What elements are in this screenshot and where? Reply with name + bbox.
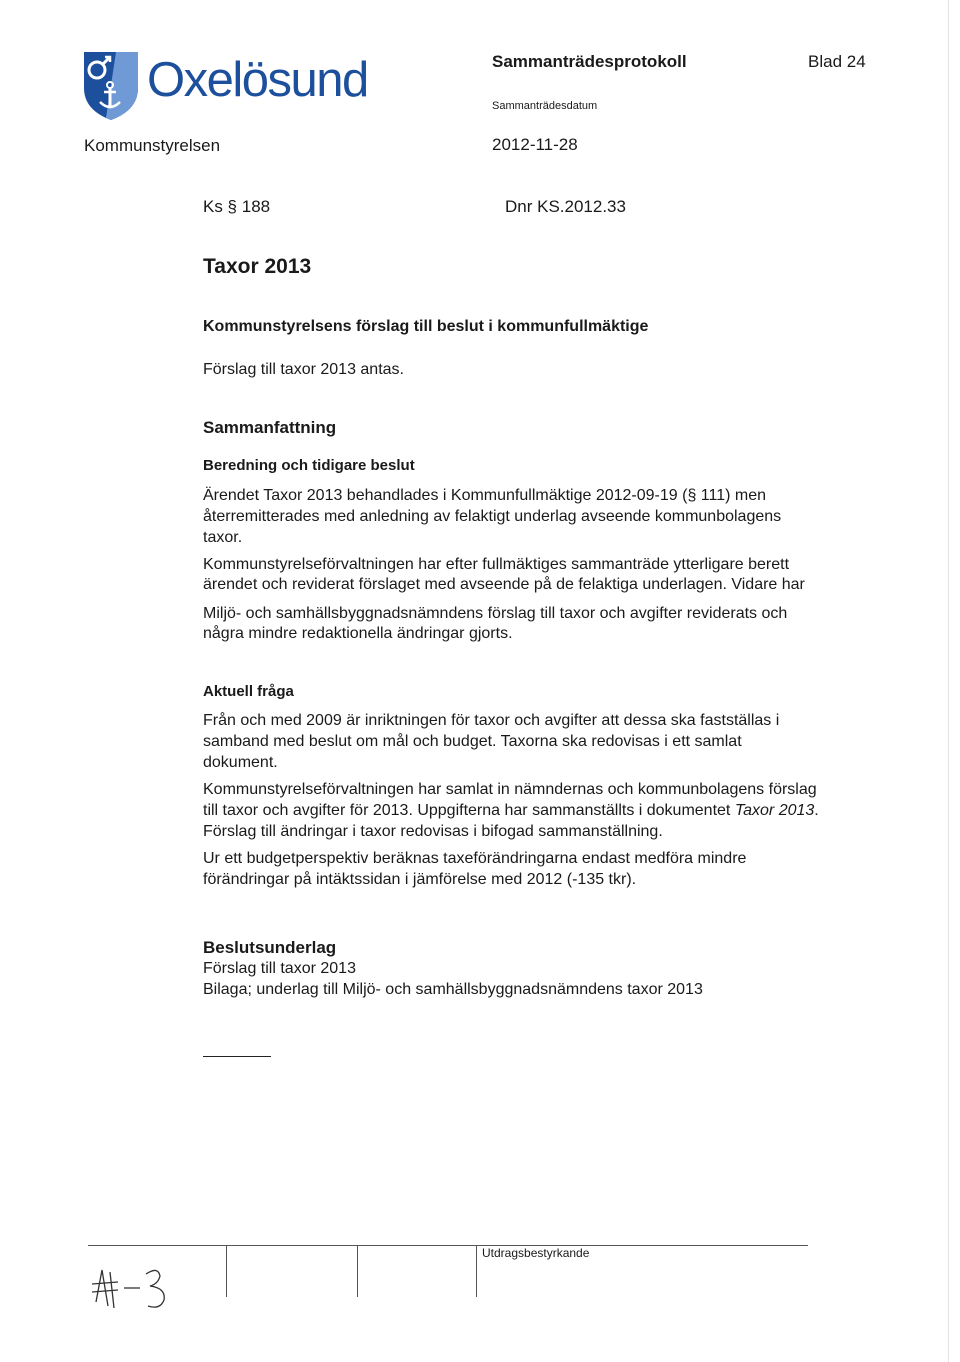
text-segment: till taxor och avgifter för 2013. Uppgifterna har sammanställts i dokumentet (203, 802, 735, 819)
text-line: Kommunstyrelseförvaltningen har efter fullmäktiges sammanträde ytterligare berett (203, 556, 790, 573)
page-number: Blad 24 (808, 52, 866, 71)
proposal-text: Förslag till taxor 2013 antas. (203, 361, 404, 378)
document-type: Sammanträdesprotokoll (492, 52, 687, 71)
text-line: Miljö- och samhällsbyggnadsnämndens förslag till taxor och avgifter reviderats och (203, 605, 788, 622)
text-line: Från och med 2009 är inriktningen för taxor och avgifter att dessa ska fastställas i (203, 712, 780, 729)
end-rule (203, 1056, 271, 1057)
text-line: Ärendet Taxor 2013 behandlades i Kommunfullmäktige 2012-09-19 (§ 111) men (203, 487, 767, 504)
meeting-date: 2012-11-28 (492, 135, 578, 154)
oxelosund-coat-of-arms-icon (80, 48, 142, 122)
extract-certification-label: Utdragsbestyrkande (482, 1246, 590, 1260)
proposal-heading: Kommunstyrelsens förslag till beslut i kommunfullmäktige (203, 318, 649, 335)
case-title: Taxor 2013 (203, 255, 312, 278)
summary-subheading: Beredning och tidigare beslut (203, 457, 415, 474)
text-line: taxor. (203, 529, 243, 546)
current-paragraph-2 (203, 779, 819, 842)
footer-divider (476, 1245, 477, 1297)
document-reference: Taxor 2013 (734, 802, 815, 819)
text-line: samband med beslut om mål och budget. Taxorna ska redovisas i ett samlat (203, 733, 742, 750)
summary-heading: Sammanfattning (203, 418, 337, 437)
text-line: Ur ett budgetperspektiv beräknas taxeförändringarna endast medföra mindre (203, 850, 747, 867)
text-line: några mindre redaktionella ändringar gjorts. (203, 625, 513, 642)
list-item: Förslag till taxor 2013 (203, 960, 356, 977)
text-line: återremitterades med anledning av felaktigt underlag avseende kommunbolagens (203, 508, 782, 525)
basis-heading: Beslutsunderlag (203, 938, 337, 957)
text-line: ärendet och reviderat förslaget med avseende på de felaktiga underlagen. Vidare har (203, 576, 805, 593)
footer-line (88, 1245, 808, 1246)
organization-name: Kommunstyrelsen (84, 136, 221, 155)
date-label: Sammanträdesdatum (492, 100, 598, 112)
current-paragraph-1 (203, 710, 779, 773)
current-paragraph-3 (203, 848, 746, 890)
paragraph-number: Ks § 188 (203, 197, 271, 216)
basis-list (203, 958, 703, 1000)
text-line: Förslag till ändringar i taxor redovisas i bifogad sammanställning. (203, 823, 663, 840)
list-item: Bilaga; underlag till Miljö- och samhällsbyggnadsnämndens taxor 2013 (203, 981, 703, 998)
diary-number: Dnr KS.2012.33 (505, 197, 626, 216)
text-line: förändringar på intäktssidan i jämförelse med 2012 (-135 tkr). (203, 871, 637, 888)
text-line (203, 800, 819, 821)
text-line: Kommunstyrelseförvaltningen har samlat in nämndernas och kommunbolagens förslag (203, 781, 817, 798)
summary-paragraph-2 (203, 555, 805, 644)
text-line: dokument. (203, 754, 278, 771)
initials-signature (88, 1262, 184, 1314)
current-heading: Aktuell fråga (203, 683, 294, 700)
footer-divider (226, 1245, 227, 1297)
summary-paragraph-1 (203, 485, 781, 548)
logo-wordmark: Oxelösund (147, 53, 368, 107)
text-segment: . (814, 802, 819, 819)
page-edge (948, 0, 949, 1362)
footer-divider (357, 1245, 358, 1297)
